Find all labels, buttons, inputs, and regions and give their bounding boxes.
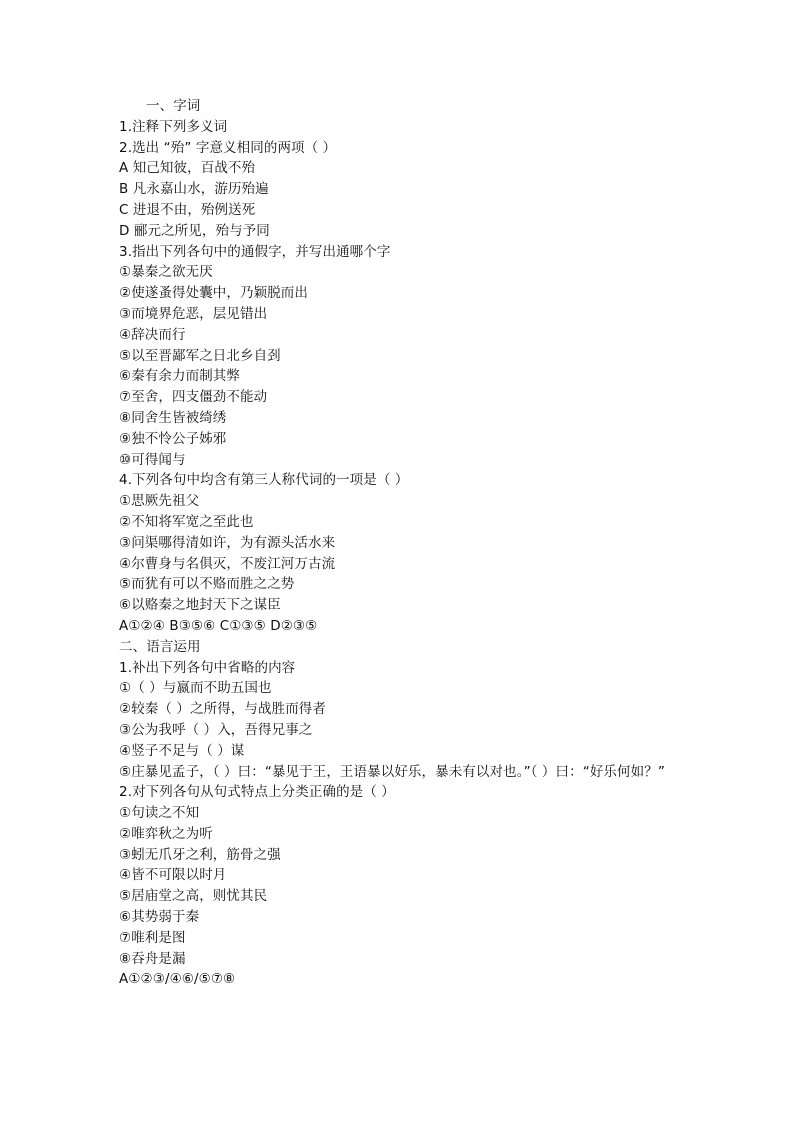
list-item: ⑨独不怜公子姊邪 [119, 430, 227, 447]
list-item: ⑦至舍，四支僵劲不能动 [119, 389, 268, 406]
section-heading-2: 二、语言运用 [119, 638, 201, 655]
list-item: ④皆不可限以时月 [119, 867, 227, 884]
list-item: ⑧吞舟是漏 [119, 950, 186, 967]
list-item: ①句读之不知 [119, 805, 200, 822]
list-item: ①暴秦之欲无厌 [119, 264, 213, 281]
list-item: ②较秦（ ）之所得，与战胜而得者 [119, 701, 326, 718]
question-2-2: 2.对下列各句从句式特点上分类正确的是（ ） [119, 784, 395, 801]
list-item: ③蚓无爪牙之利，筋骨之强 [119, 846, 281, 863]
list-item: ⑤庄暴见孟子，（ ）曰：“暴见于王，王语暴以好乐，暴未有以对也。”（ ）曰：“好乐何如？” [119, 763, 665, 780]
list-item: ③问渠哪得清如许，为有源头活水来 [119, 534, 336, 551]
list-item: ①（ ）与嬴而不助五国也 [119, 680, 272, 697]
question-1-1: 1.注释下列多义词 [119, 118, 228, 135]
option-b: B 凡永嘉山水，游历殆遍 [119, 181, 269, 198]
list-item: ⑤而犹有可以不赂而胜之之势 [119, 576, 295, 593]
section-heading-1: 一、字词 [146, 98, 201, 114]
question-1-3: 3.指出下列各句中的通假字，并写出通哪个字 [119, 243, 391, 260]
list-item: ⑥秦有余力而制其弊 [119, 368, 241, 385]
list-item: ⑥其势弱于秦 [119, 909, 200, 926]
list-item: ③公为我呼（ ）入，吾得兄事之 [119, 721, 313, 738]
list-item: ②唯弈秋之为听 [119, 825, 213, 842]
list-item: ⑤居庙堂之高，则忧其民 [119, 888, 268, 905]
list-item: ⑩可得闻与 [119, 451, 186, 468]
option-d: D 郦元之所见，殆与予同 [119, 222, 270, 239]
question-2-1: 1.补出下列各句中省略的内容 [119, 659, 296, 676]
option-a: A 知己知彼，百战不殆 [119, 160, 256, 177]
list-item: ④竖子不足与（ ）谋 [119, 742, 245, 759]
list-item: ④辞决而行 [119, 326, 186, 343]
list-item: ⑦唯利是图 [119, 929, 186, 946]
option-c: C 进退不由，殆例送死 [119, 201, 256, 218]
document-body [119, 96, 694, 990]
list-item: ②不知将军宽之至此也 [119, 513, 254, 530]
list-item: ⑧同舍生皆被绮绣 [119, 409, 227, 426]
list-item: ③而境界危恶，层见错出 [119, 305, 268, 322]
list-item: ①思厥先祖父 [119, 493, 200, 510]
question-1-4: 4.下列各句中均含有第三人称代词的一项是（ ） [119, 472, 409, 489]
list-item: ⑤以至晋鄙军之日北乡自刭 [119, 347, 281, 364]
answer-options: A①②③/④⑥/⑤⑦⑧ [119, 971, 236, 988]
list-item: ④尔曹身与名俱灭，不废江河万古流 [119, 555, 336, 572]
question-1-2: 2.选出 “殆” 字意义相同的两项（ ） [119, 139, 337, 156]
answer-options: A①②④ B③⑤⑥ C①③⑤ D②③⑤ [119, 617, 318, 634]
list-item: ⑥以赂秦之地封天下之谋臣 [119, 597, 281, 614]
list-item: ②使遂蚤得处囊中，乃颖脱而出 [119, 285, 309, 302]
